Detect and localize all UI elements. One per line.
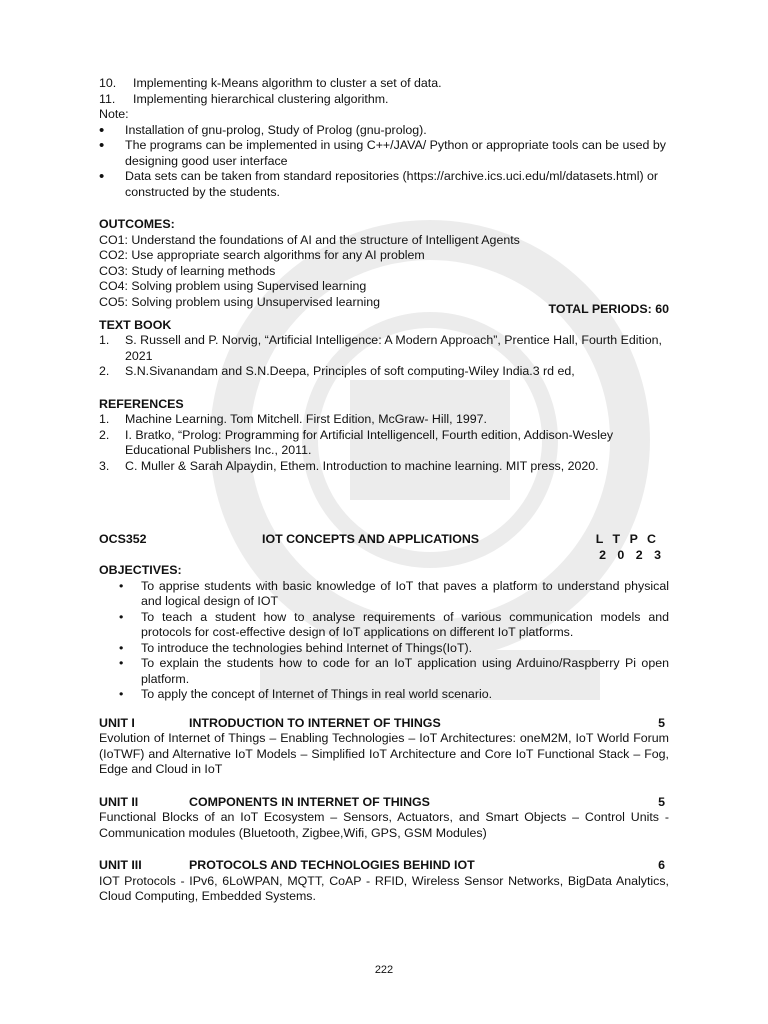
note-item: • Data sets can be taken from standard repositories (https://archive.ics.uci.edu/ml/datasets.html) or constructed by the students. <box>99 168 659 199</box>
outcome-item: CO3: Study of learning methods <box>99 263 276 278</box>
ltpc-label: L T P C <box>595 532 659 546</box>
objective-item: • To apply the concept of Internet of Things in real world scenario. <box>119 687 493 701</box>
objective-item: • To apprise students with basic knowledge of IoT that paves a platform to understand physical and logical design of IOT <box>119 578 669 608</box>
textbook-item: 1. S. Russell and P. Norvig, “Artificial Intelligence: A Modern Approach”, Prentice Hall, Fourth Edition, 2021 <box>99 333 662 363</box>
bullet-icon: • <box>119 687 124 701</box>
bullet-icon: • <box>99 137 105 154</box>
unit-body: Evolution of Internet of Things – Enabling Technologies – IoT Architectures: oneM2M, IoT World Forum (IoTWF) and Alternative IoT Models – Simplified IoT Architecture and Core IoT Functional Stack – Fog, Edge and Cloud in IoT <box>99 731 669 776</box>
objective-item: • To introduce the technologies behind Internet of Things(IoT). <box>119 640 473 655</box>
lab-item: 10. Implementing k-Means algorithm to cluster a set of data. <box>99 76 442 90</box>
objectives-heading: OBJECTIVES: <box>99 563 182 577</box>
textbook-heading: TEXT BOOK <box>99 317 172 332</box>
unit-heading: UNIT III PROTOCOLS AND TECHNOLOGIES BEHIND IOT 6 <box>99 858 665 872</box>
course-title: IOT CONCEPTS AND APPLICATIONS <box>262 532 480 546</box>
references-heading: REFERENCES <box>99 396 184 411</box>
course-code: OCS352 <box>99 532 147 546</box>
total-periods: TOTAL PERIODS: 60 <box>548 302 669 316</box>
unit-body: IOT Protocols - IPv6, 6LoWPAN, MQTT, CoAP - RFID, Wireless Sensor Networks, BigData Analytics, Cloud Computing, Embedded Systems. <box>99 873 669 903</box>
note-item: • The programs can be implemented in using C++/JAVA/ Python or appropriate tools can be used by designing good user interface <box>99 137 666 168</box>
bullet-icon: • <box>99 168 105 185</box>
reference-item: 1. Machine Learning. Tom Mitchell. First Edition, McGraw- Hill, 1997. <box>99 412 487 426</box>
reference-item: 2. I. Bratko, “Prolog: Programming for Artificial Intelligencell, Fourth edition, Addison-Wesley Educational Publishers Inc., 2011. <box>99 427 614 457</box>
objectives-list <box>99 579 669 703</box>
outcomes-heading: OUTCOMES: <box>99 217 175 231</box>
bullet-icon: • <box>119 578 124 593</box>
outcome-item: CO5: Solving problem using Unsupervised learning <box>99 294 381 309</box>
note-list <box>99 123 669 201</box>
course-header <box>99 532 669 548</box>
objective-item: • To teach a student how to analyse requirements of various communication models and protocols for cost-effective design of IoT applications on different IoT platforms. <box>119 609 669 639</box>
reference-item: 3. C. Muller & Sarah Alpaydin, Ethem. Introduction to machine learning. MIT press, 2020. <box>99 458 599 473</box>
outcome-item: CO1: Understand the foundations of AI and the structure of Intelligent Agents <box>99 232 520 247</box>
bullet-icon: • <box>119 656 124 670</box>
outcome-item: CO4: Solving problem using Supervised learning <box>99 279 367 293</box>
page-content <box>99 76 669 905</box>
outcome-item: CO2: Use appropriate search algorithms for any AI problem <box>99 248 425 262</box>
unit-heading: UNIT I INTRODUCTION TO INTERNET OF THINGS 5 <box>99 715 665 730</box>
textbook-item: 2. S.N.Sivanandam and S.N.Deepa, Principles of soft computing-Wiley India.3 rd ed, <box>99 364 575 378</box>
page-number: 222 <box>374 964 394 976</box>
objective-item: • To explain the students how to code for an IoT application using Arduino/Raspberry Pi open platform. <box>119 656 669 686</box>
bullet-icon: • <box>119 609 124 624</box>
note-item: • Installation of gnu-prolog, Study of Prolog (gnu-prolog). <box>99 121 427 139</box>
bullet-icon: • <box>99 121 105 139</box>
unit-heading: UNIT II COMPONENTS IN INTERNET OF THINGS 5 <box>99 794 665 809</box>
bullet-icon: • <box>119 640 124 655</box>
lab-item: 11. Implementing hierarchical clustering algorithm. <box>99 91 389 106</box>
note-label: Note: <box>99 107 129 121</box>
ltpc-values: 2 0 2 3 <box>599 547 665 562</box>
unit-body: Functional Blocks of an IoT Ecosystem – Sensors, Actuators, and Smart Objects – Control Units - Communication modules (Bluetooth, Zigbee,Wifi, GPS, GSM Modules) <box>99 810 669 840</box>
